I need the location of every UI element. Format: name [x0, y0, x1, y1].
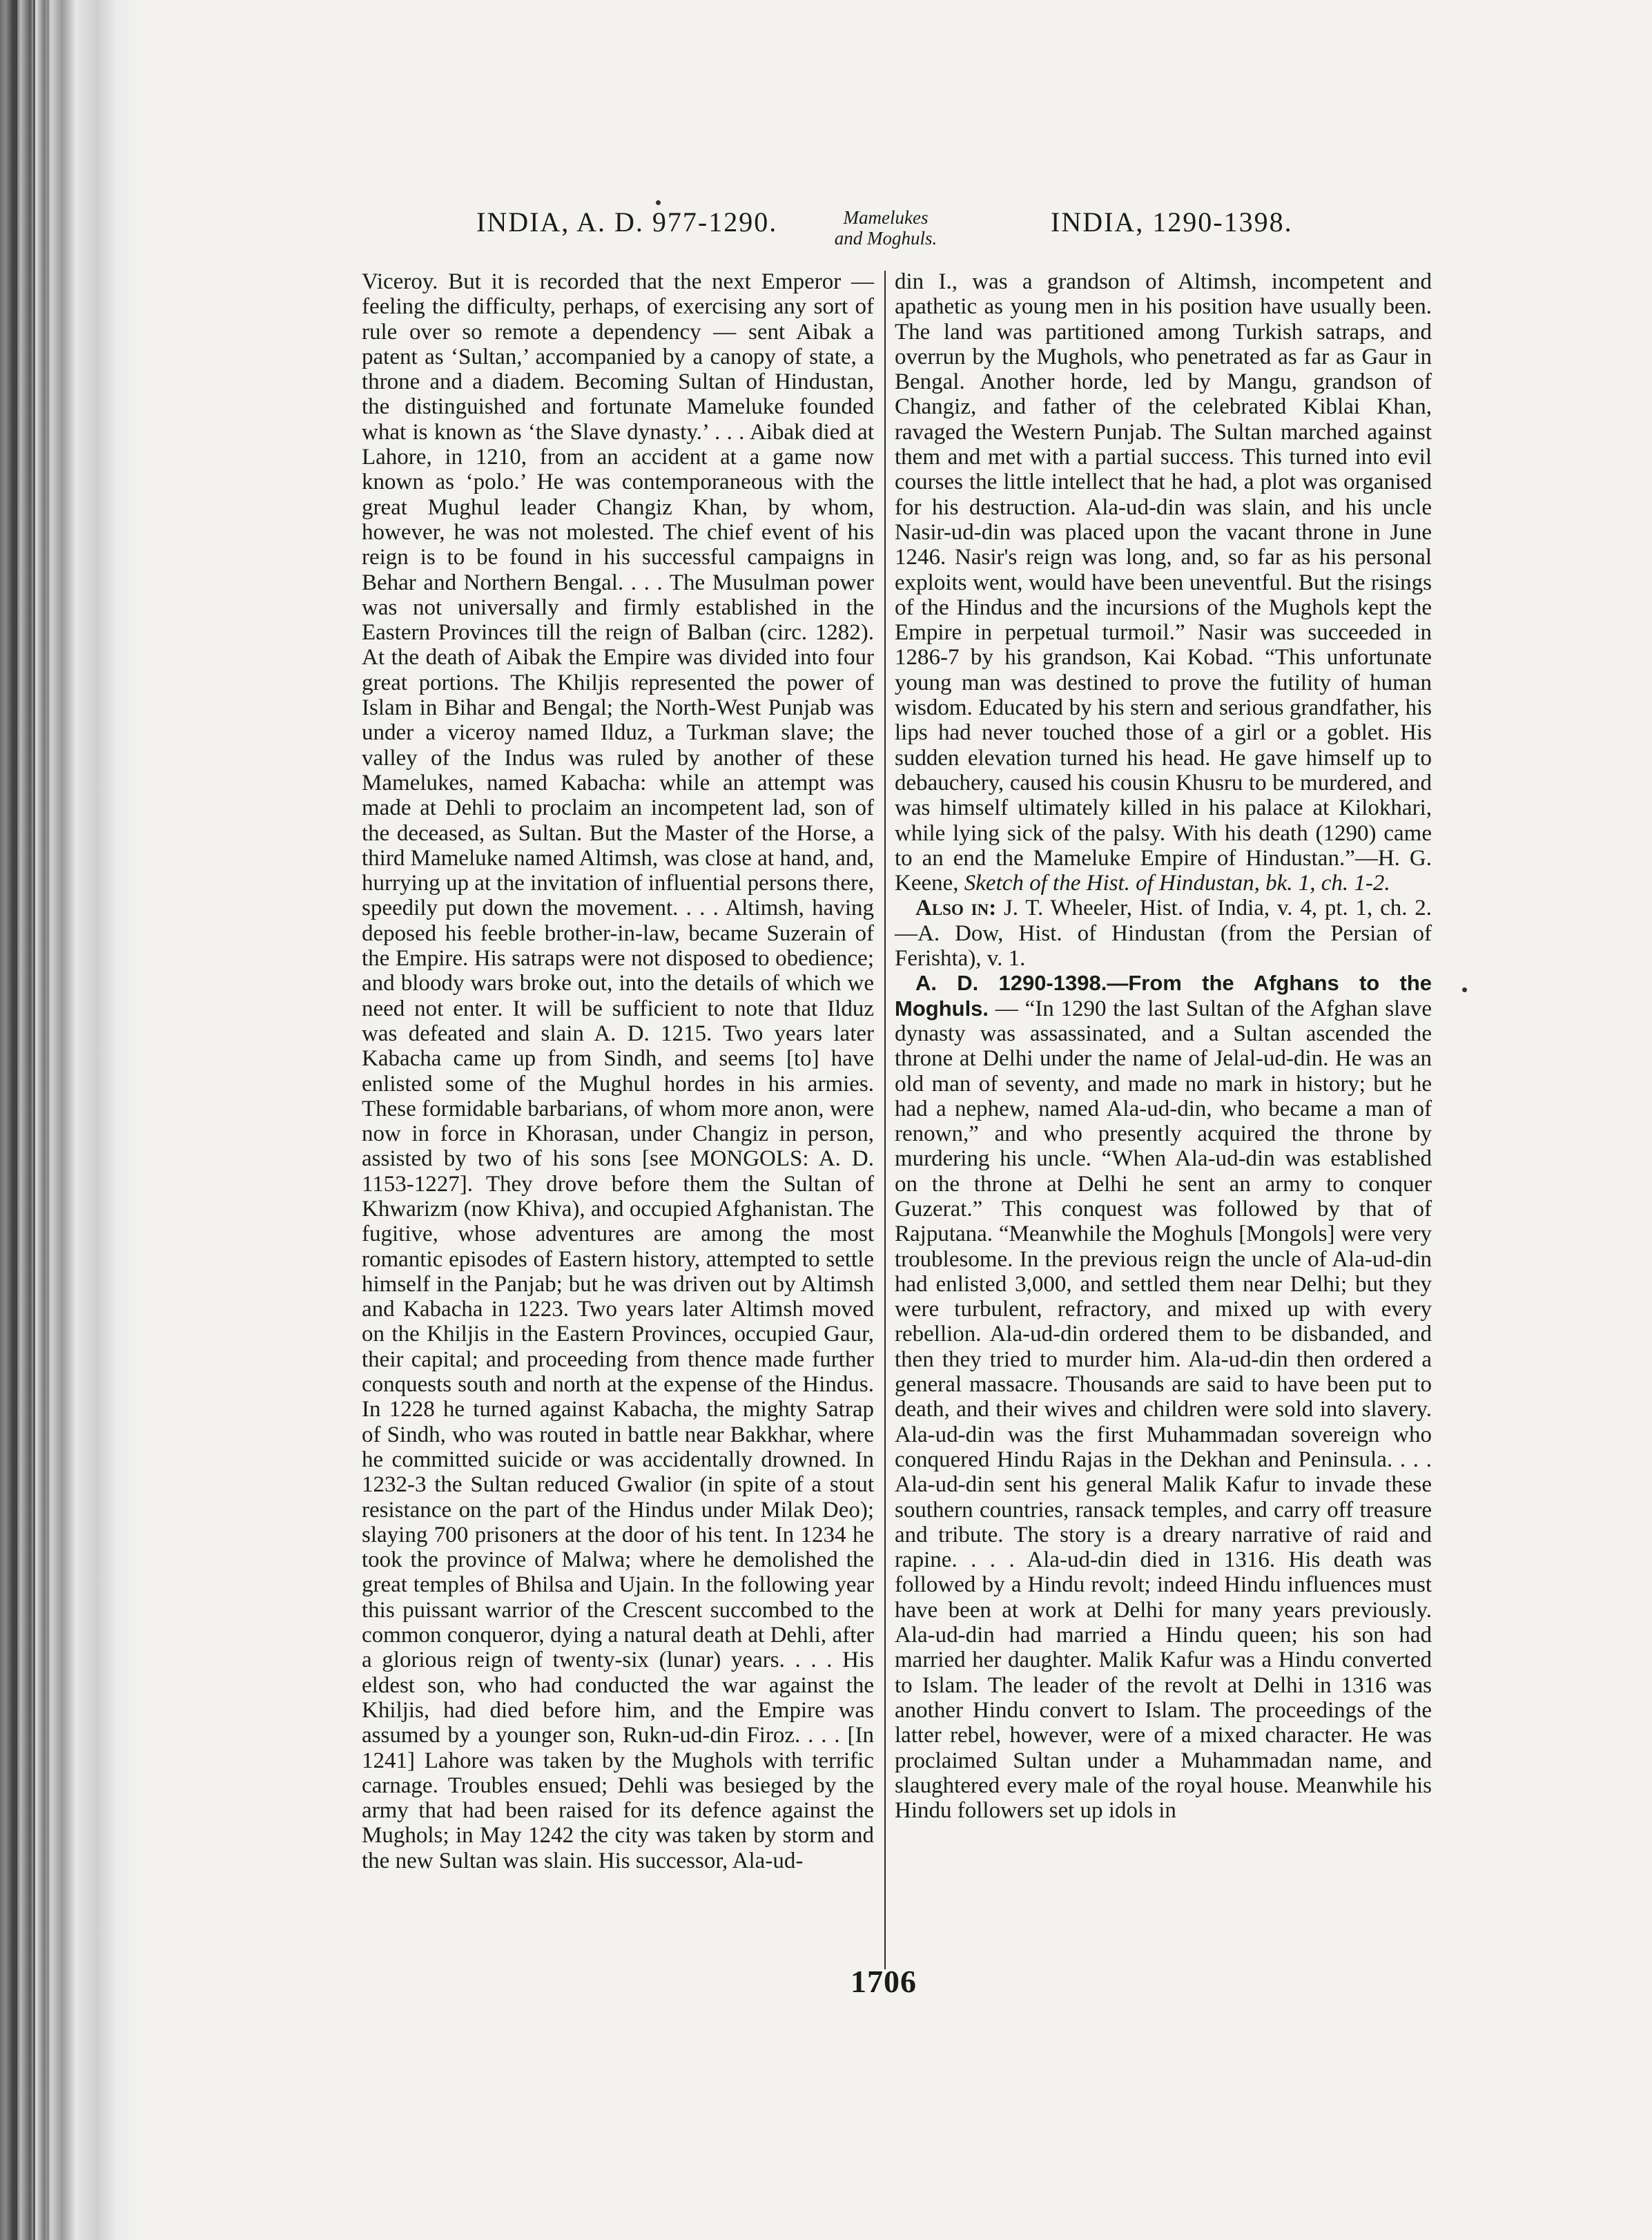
- right-paragraph-text: din I., was a grandson of Altimsh, incompetent and apathetic as young men in his position have usually been. The land was partitioned among Turkish satraps, and overrun by the Mughols, who penetrated as far as Gaur in Bengal. Another horde, led by Mangu, grandson of Changiz, and father of the celebrated Kiblai Khan, ravaged the Western Punjab. The Sultan marched against them and met with a partial success. This turned into evil courses the little intellect that he had, a plot was organised for his destruction. Ala-ud-din was slain, and his uncle Nasir-ud-din was placed upon the vacant throne in June 1246. Nasir's reign was long, and, so far as his personal exploits went, would have been uneventful. But the risings of the Hindus and the incursions of the Mughols kept the Empire in perpetual turmoil.” Nasir was succeeded in 1286-7 by his grandson, Kai Kobad. “This unfortunate young man was destined to prove the futility of human wisdom. Educated by his stern and serious grandfather, his lips had never touched those of a girl or a goblet. His sudden elevation turned his head. He gave himself up to debauchery, caused his cousin Khusru to be murdered, and was himself ultimately killed in his palace at Kilokhari, while lying sick of the palsy. With his death (1290) came to an end the Mameluke Empire of Hindustan.”—H. G. Keene,: [895, 269, 1432, 896]
- header-center-line2: and Moghuls.: [834, 228, 937, 249]
- running-header-right: INDIA, 1290-1398.: [1051, 206, 1293, 238]
- right-text-column: [895, 269, 1432, 1823]
- left-column-text: Viceroy. But it is recorded that the next Emperor —feeling the difficulty, perhaps, of exercising any sort of rule over so remote a dependency — sent Aibak a patent as ‘Sultan,’ accompanied by a canopy of state, a throne and a diadem. Becoming Sultan of Hindustan, the distinguished and fortunate Mameluke founded what is known as ‘the Slave dynasty.’ . . . Aibak died at Lahore, in 1210, from an accident at a game now known as ‘polo.’ He was contemporaneous with the great Mughul leader Changiz Khan, by whom, however, he was not molested. The chief event of his reign is to be found in his successful campaigns in Behar and Northern Bengal. . . . The Musulman power was not universally and firmly established in the Eastern Provinces till the reign of Balban (circ. 1282). At the death of Aibak the Empire was divided into four great portions. The Khiljis represented the power of Islam in Bihar and Bengal; the North-West Punjab was under a viceroy named Ilduz, a Turkman slave; the valley of the Indus was ruled by another of these Mamelukes, named Kabacha: while an attempt was made at Dehli to proclaim an incompetent lad, son of the deceased, as Sultan. But the Master of the Horse, a third Mameluke named Altimsh, was close at hand, and, hurrying up at the invitation of influential persons there, speedily put down the movement. . . . Altimsh, having deposed his feeble brother-in-law, became Suzerain of the Empire. His satraps were not disposed to obedience; and bloody wars broke out, into the details of which we need not enter. It will be sufficient to note that Ilduz was defeated and slain A. D. 1215. Two years later Kabacha came up from Sindh, and seems [to] have enlisted some of the Mughul hordes in his armies. These formidable barbarians, of whom more anon, were now in force in Khorasan, under Changiz in person, assisted by two of his sons [see MONGOLS: A. D. 1153-1227]. They drove before them the Sultan of Khwarizm (now Khiva), and occupied Afghanistan. The fugitive, whose adventures are among the most romantic episodes of Eastern history, attempted to settle himself in the Panjab; but he was driven out by Altimsh and Kabacha in 1223. Two years later Altimsh moved on the Khiljis in the Eastern Provinces, occupied Gaur, their capital; and proceeding from thence made further conquests south and north at the expense of the Hindus. In 1228 he turned against Kabacha, the mighty Satrap of Sindh, who was routed in battle near Bakkhar, where he committed suicide or was accidentally drowned. In 1232-3 the Sultan reduced Gwalior (in spite of a stout resistance on the part of the Hindus under Milak Deo); slaying 700 prisoners at the door of his tent. In 1234 he took the province of Malwa; where he demolished the great temples of Bhilsa and Ujain. In the following year this puissant warrior of the Crescent succombed to the common conqueror, dying a natural death at Dehli, after a glorious reign of twenty-six (lunar) years. . . . His eldest son, who had conducted the war against the Khiljis, had died before him, and the Empire was assumed by a younger son, Rukn-ud-din Firoz. . . . [In 1241] Lahore was taken by the Mughols with terrific carnage. Troubles ensued; Dehli was besieged by the army that had been raised for its defence against the Mughols; in May 1242 the city was taken by storm and the new Sultan was slain. His successor, Ala-ud-: [362, 269, 874, 1873]
- section-text: — “In 1290 the last Sultan of the Afghan slave dynasty was assassinated, and a Sultan ascended the throne at Delhi under the name of Jelal-ud-din. He was an old man of seventy, and made no mark in history; but he had a nephew, named Ala-ud-din, who became a man of renown,” and who presently acquired the throne by murdering his uncle. “When Ala-ud-din was established on the throne at Delhi he sent an army to conquer Guzerat.” This conquest was followed by that of Rajputana. “Meanwhile the Moghuls [Mongols] were very troublesome. In the previous reign the uncle of Ala-ud-din had enlisted 3,000, and settled them near Delhi; but they were turbulent, refractory, and mixed up with every rebellion. Ala-ud-din ordered them to be disbanded, and then they tried to murder him. Ala-ud-din then ordered a general massacre. Thousands are said to have been put to death, and their wives and children were sold into slavery. Ala-ud-din was the first Muhammadan sovereign who conquered Hindu Rajas in the Dekhan and Peninsula. . . . Ala-ud-din sent his general Malik Kafur to invade these southern countries, ransack temples, and carry off treasure and tribute. The story is a dreary narrative of raid and rapine. . . . Ala-ud-din died in 1316. His death was followed by a Hindu revolt; indeed Hindu influences must have been at work at Delhi for many years previously. Ala-ud-din had married a Hindu queen; his son had married her daughter. Malik Kafur was a Hindu converted to Islam. The leader of the revolt at Delhi in 1316 was another Hindu convert to Islam. The proceedings of the latter rebel, however, were of a mixed character. He was proclaimed Sultan under a Muhammadan name, and slaughtered every male of the royal house. Meanwhile his Hindu followers set up idols in: [895, 996, 1432, 1824]
- running-header-center: [813, 207, 958, 249]
- column-divider: [884, 271, 886, 1969]
- section-heading: A. D. 1290-1398.—From the Afghans to the Moghuls.: [895, 971, 1432, 1021]
- page-number: 1706: [851, 1964, 917, 1999]
- right-column-paragraph: [895, 269, 1432, 896]
- also-in-text: J. T. Wheeler, Hist. of India, v. 4, pt. 1, ch. 2.—A. Dow, Hist. of Hindustan (from the Persian of Ferishta), v. 1.: [895, 896, 1432, 972]
- ink-speck: [1462, 987, 1467, 992]
- also-in-reference: [895, 896, 1432, 971]
- binding-line: [33, 0, 35, 2240]
- running-header-left: INDIA, A. D. 977-1290.: [476, 206, 778, 238]
- header-center-line1: Mamelukes: [843, 207, 929, 228]
- ink-speck: [656, 200, 661, 205]
- source-citation: Sketch of the Hist. of Hindustan, bk. 1, ch. 1-2.: [964, 871, 1390, 896]
- left-text-column: [362, 269, 874, 1873]
- book-binding-edge: [0, 0, 142, 2240]
- section-paragraph: [895, 971, 1432, 1823]
- binding-line: [47, 0, 49, 2240]
- binding-line: [15, 0, 17, 2240]
- also-in-label: Also in:: [915, 896, 997, 921]
